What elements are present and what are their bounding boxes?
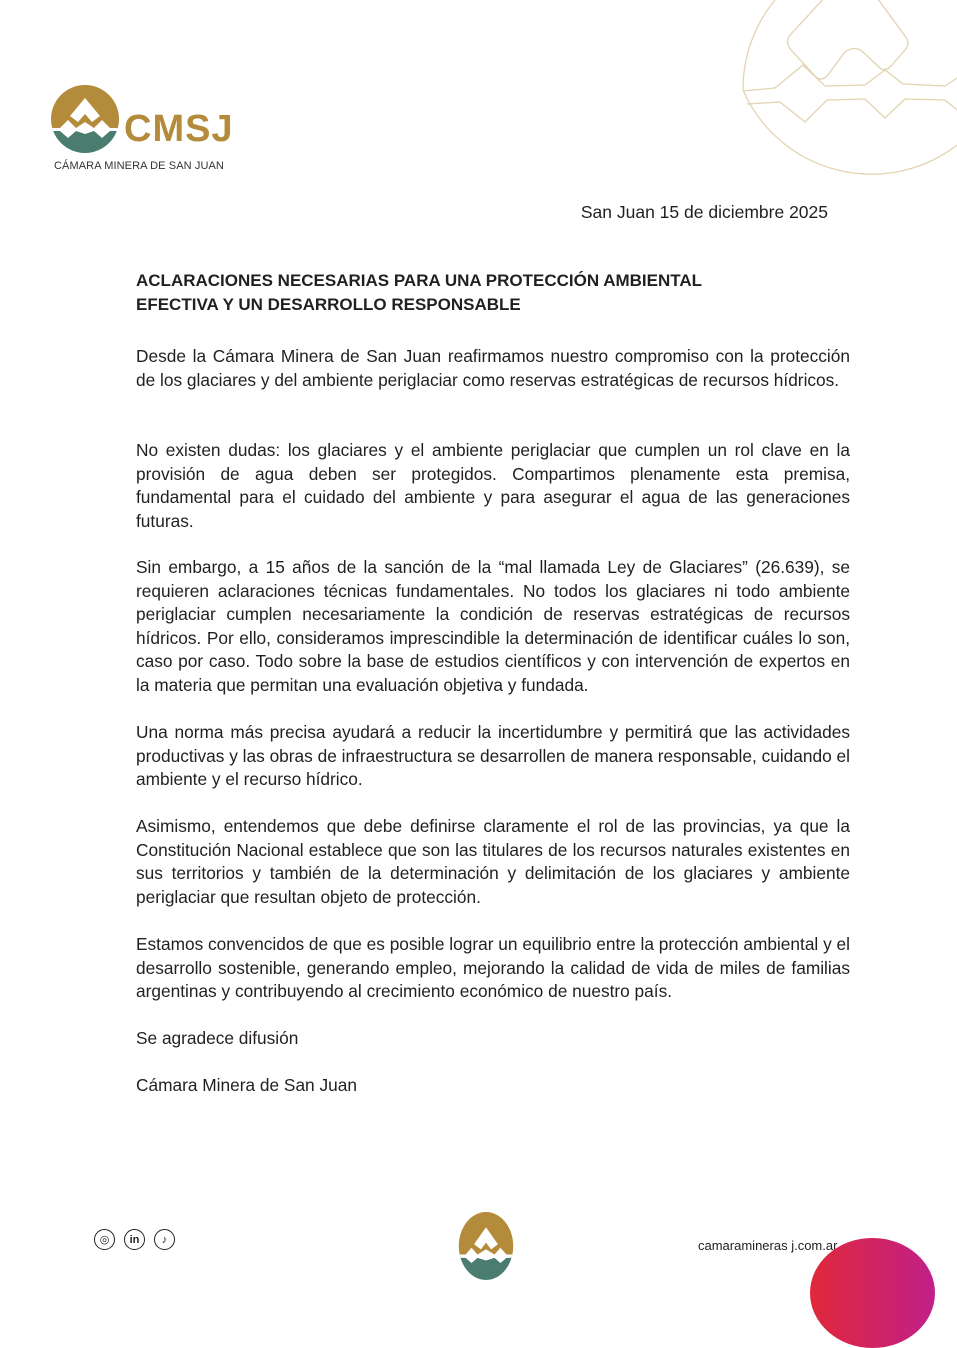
letter-title-line-1: ACLARACIONES NECESARIAS PARA UNA PROTECCIÓN AMBIENTAL (136, 271, 703, 290)
social-links (94, 1229, 175, 1250)
body-paragraph: Sin embargo, a 15 años de la sanción de la “mal llamada Ley de Glaciares” (26.639), se requieren aclaraciones técnicas fundamentales. No todos los glaciares ni todo ambiente periglaciar cumplen necesariamente la condición de reservas estratégicas de recursos hídricos. Por ello, consideramos imprescindible la determinación de identificar cuáles lo son, caso por caso. Todo sobre la base de estudios científicos y con intervención de expertos en la materia que permitan una evaluación objetiva y fundada. (136, 557, 850, 695)
signature: Cámara Minera de San Juan (136, 1075, 357, 1095)
body-paragraph: Una norma más precisa ayudará a reducir la incertidumbre y permitirá que las actividades productivas y las obras de infraestructura se desarrollen de manera responsable, cuidando el ambiente y el recurso hídrico. (136, 722, 850, 789)
website-link[interactable]: camaramineras j.com.ar (698, 1238, 838, 1253)
body-paragraph: Desde la Cámara Minera de San Juan reafirmamos nuestro compromiso con la protección de los glaciares y del ambiente periglaciar como reservas estratégicas de recursos hídricos. (136, 346, 850, 390)
linkedin-icon[interactable]: in (124, 1229, 145, 1250)
instagram-icon[interactable]: ◎ (94, 1229, 115, 1250)
letter-date: San Juan 15 de diciembre 2025 (580, 202, 828, 222)
letter-title-line-2: EFECTIVA Y UN DESARROLLO RESPONSABLE (136, 295, 521, 314)
body-paragraph: No existen dudas: los glaciares y el ambiente periglaciar que cumplen un rol clave en la provisión de agua deben ser protegidos. Compartimos plenamente esta premisa, fundamental para el cuidado del ambiente y para asegurar el agua de las generaciones futuras. (136, 440, 850, 531)
closing-note: Se agradece difusión (136, 1028, 299, 1048)
body-paragraph: Estamos convencidos de que es posible lograr un equilibrio entre la protección ambiental y el desarrollo sostenible, generando empleo, mejorando la calidad de vida de miles de familias argentinas y contribuyendo al crecimiento económico de nuestro país. (136, 934, 850, 1001)
watermark-emblem (735, 0, 957, 185)
corner-badge (810, 1238, 935, 1348)
logo-text: CMSJ (124, 108, 234, 150)
logo-subtitle: CÁMARA MINERA DE SAN JUAN (54, 160, 224, 172)
tiktok-icon[interactable]: ♪ (154, 1229, 175, 1250)
footer-logo-emblem (452, 1212, 520, 1280)
body-paragraph: Asimismo, entendemos que debe definirse claramente el rol de las provincias, ya que la Constitución Nacional establece que son las titulares de los recursos naturales existentes en sus territorios y también de la determinación y delimitación de los glaciares y ambiente periglaciar que resultan objeto de protección. (136, 816, 850, 907)
cmsj-logo-emblem (50, 84, 120, 154)
